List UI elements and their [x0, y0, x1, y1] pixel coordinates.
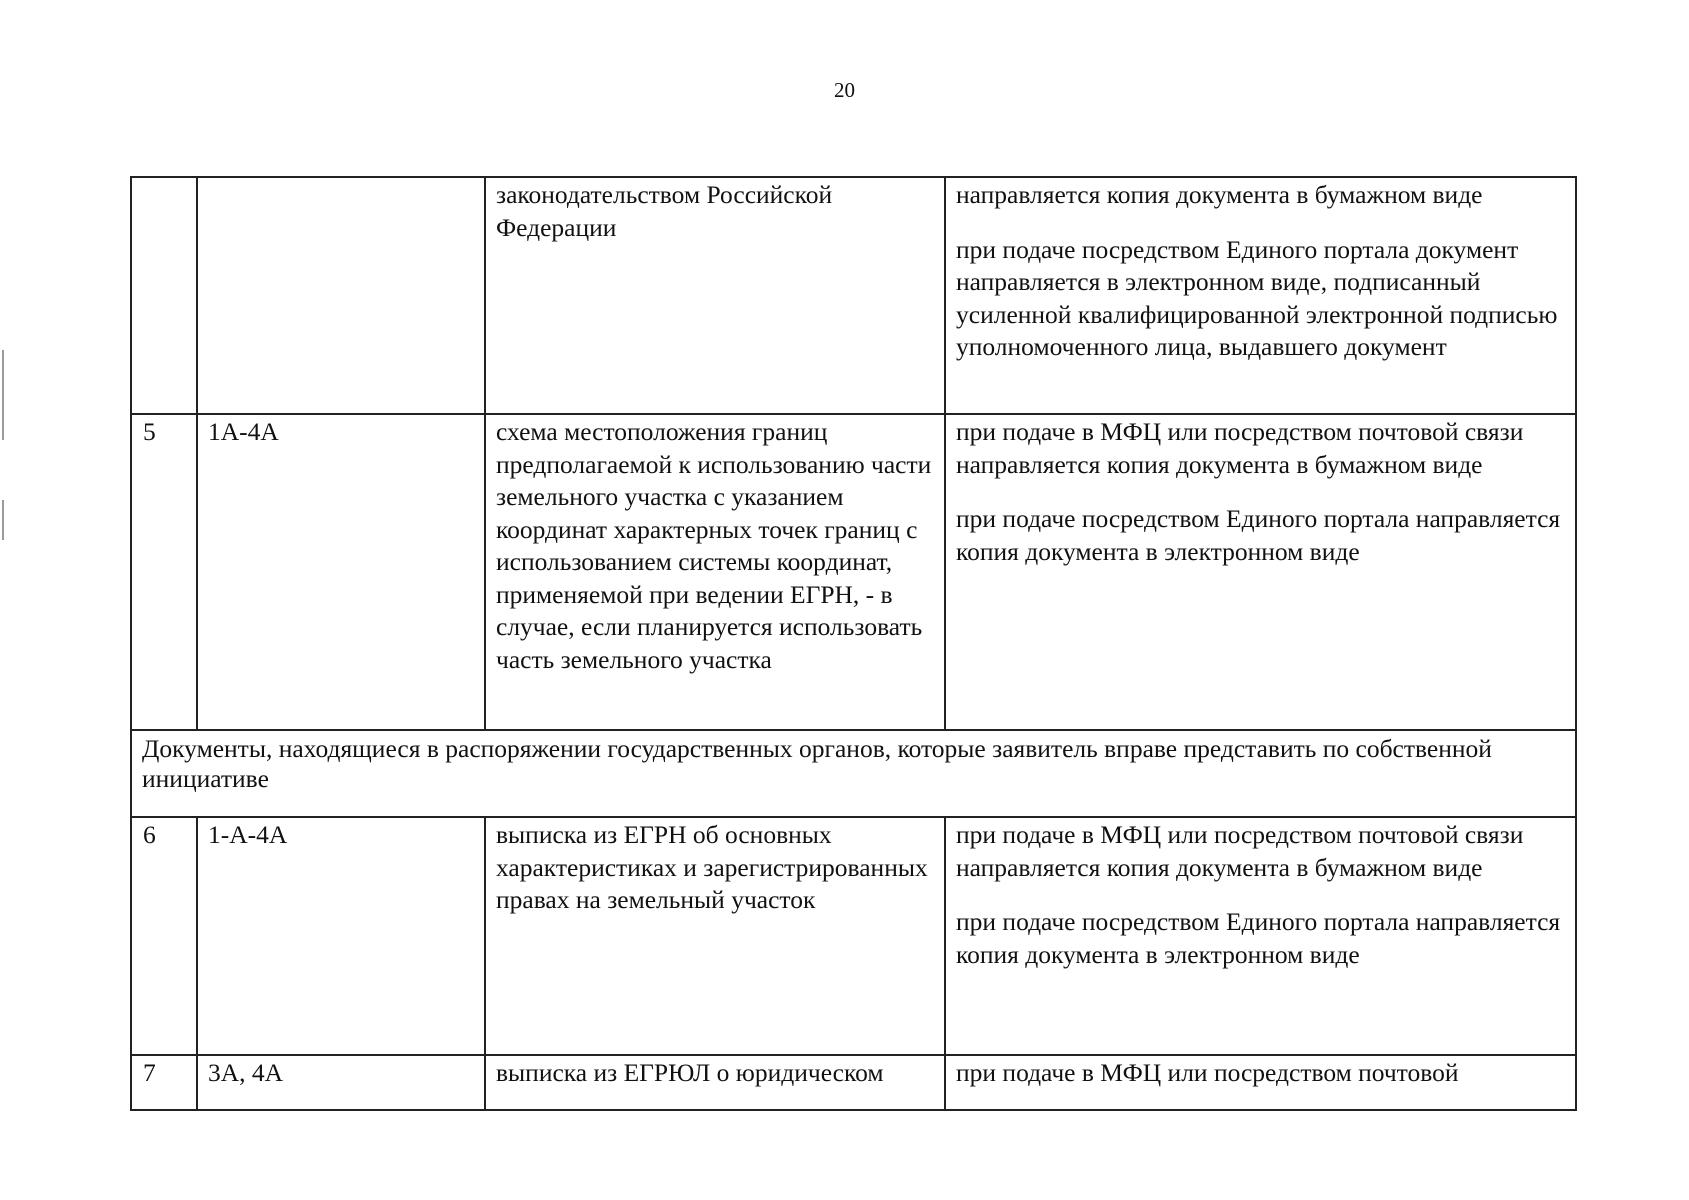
method-paragraph: при подаче посредством Единого портала документ направляется в электронном виде, подписанный усиленной квалифицированной электронной подписью уполномоченного лица, выдавшего документ	[956, 234, 1558, 361]
row-codes-cell: 3А, 4А	[197, 1055, 485, 1110]
document-name-line: законодательством Российской	[496, 180, 833, 209]
submission-method-cell	[945, 177, 1576, 414]
row-codes-cell: 1-А-4А	[197, 817, 485, 1055]
document-name-text: выписка из ЕГРЮЛ о юридическом	[496, 1058, 884, 1087]
row-codes-cell: 1А-4А	[197, 414, 485, 730]
document-name-line: Федерации	[496, 212, 617, 242]
method-paragraph: при подаче в МФЦ или посредством почтовой	[956, 1058, 1459, 1087]
document-name-cell	[485, 817, 945, 1055]
method-paragraph: при подаче посредством Единого портала направляется копия документа в электронном виде	[956, 504, 1561, 566]
method-paragraph: направляется копия документа в бумажном виде	[956, 180, 1483, 209]
row-codes-cell	[197, 177, 485, 414]
row-number-cell: 6	[131, 817, 197, 1055]
method-paragraph: при подаче посредством Единого портала направляется копия документа в электронном виде	[956, 907, 1561, 969]
table-row	[131, 414, 1576, 730]
table-row	[131, 817, 1576, 1055]
page-number: 20	[834, 78, 855, 102]
scan-edge-mark	[2, 350, 4, 440]
document-name-text: схема местоположения границ предполагаемой к использованию части земельного участка с указанием координат характерных точек границ с использованием системы координат, применяемой при ведении ЕГРН, - в случае, если планируется использовать часть земельного участка	[496, 417, 932, 674]
method-paragraph: при подаче в МФЦ или посредством почтовой связи направляется копия документа в бумажном виде	[956, 417, 1524, 479]
table-row	[131, 177, 1576, 414]
scan-edge-mark	[2, 500, 4, 540]
method-paragraph: при подаче в МФЦ или посредством почтовой связи направляется копия документа в бумажном виде	[956, 820, 1524, 882]
documents-table	[130, 176, 1577, 1111]
table-row	[131, 1055, 1576, 1110]
document-name-cell	[485, 414, 945, 730]
submission-method-cell	[945, 817, 1576, 1055]
section-header-row	[131, 730, 1576, 817]
row-number-cell: 5	[131, 414, 197, 730]
submission-method-cell	[945, 1055, 1576, 1110]
submission-method-cell	[945, 414, 1576, 730]
document-name-cell	[485, 177, 945, 414]
section-header-cell: Документы, находящиеся в распоряжении государственных органов, которые заявитель вправе представить по собственной инициативе	[131, 730, 1576, 817]
document-name-text: выписка из ЕГРН об основных характеристиках и зарегистрированных правах на земельный участок	[496, 820, 928, 914]
document-name-cell	[485, 1055, 945, 1110]
row-number-cell: 7	[131, 1055, 197, 1110]
row-number-cell	[131, 177, 197, 414]
